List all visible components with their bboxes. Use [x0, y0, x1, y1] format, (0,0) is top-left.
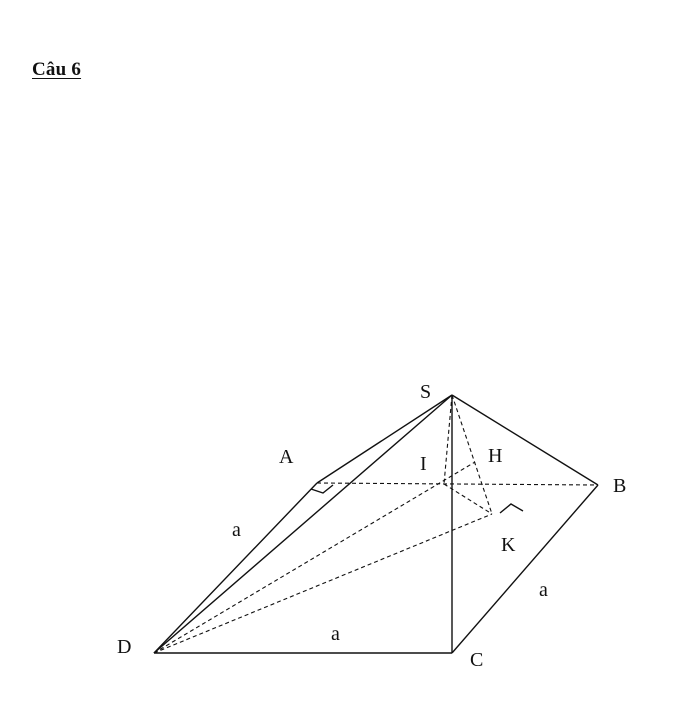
- hidden-D-K: [154, 514, 492, 653]
- label-edge-DA: a: [232, 519, 241, 541]
- edge-S-B: [452, 395, 598, 485]
- label-S: S: [420, 381, 432, 403]
- label-edge-DC: a: [331, 623, 340, 645]
- label-D: D: [117, 636, 132, 658]
- label-K: K: [501, 534, 516, 556]
- hidden-S-K: [452, 395, 492, 514]
- label-C: C: [470, 649, 484, 671]
- hidden-A-B: [317, 483, 598, 485]
- edge-S-A: [317, 395, 452, 483]
- label-edge-CB: a: [539, 579, 548, 601]
- right-angle-mark-K: [500, 504, 523, 513]
- hidden-I-K: [444, 484, 492, 514]
- edge-C-B: [452, 485, 598, 653]
- label-I: I: [420, 453, 427, 475]
- hidden-S-I: [444, 395, 452, 484]
- edge-S-D: [154, 395, 452, 653]
- edge-D-A: [154, 483, 317, 653]
- label-B: B: [613, 475, 627, 497]
- label-A: A: [279, 446, 294, 468]
- label-H: H: [488, 445, 503, 467]
- problem-title: Câu 6: [32, 59, 82, 80]
